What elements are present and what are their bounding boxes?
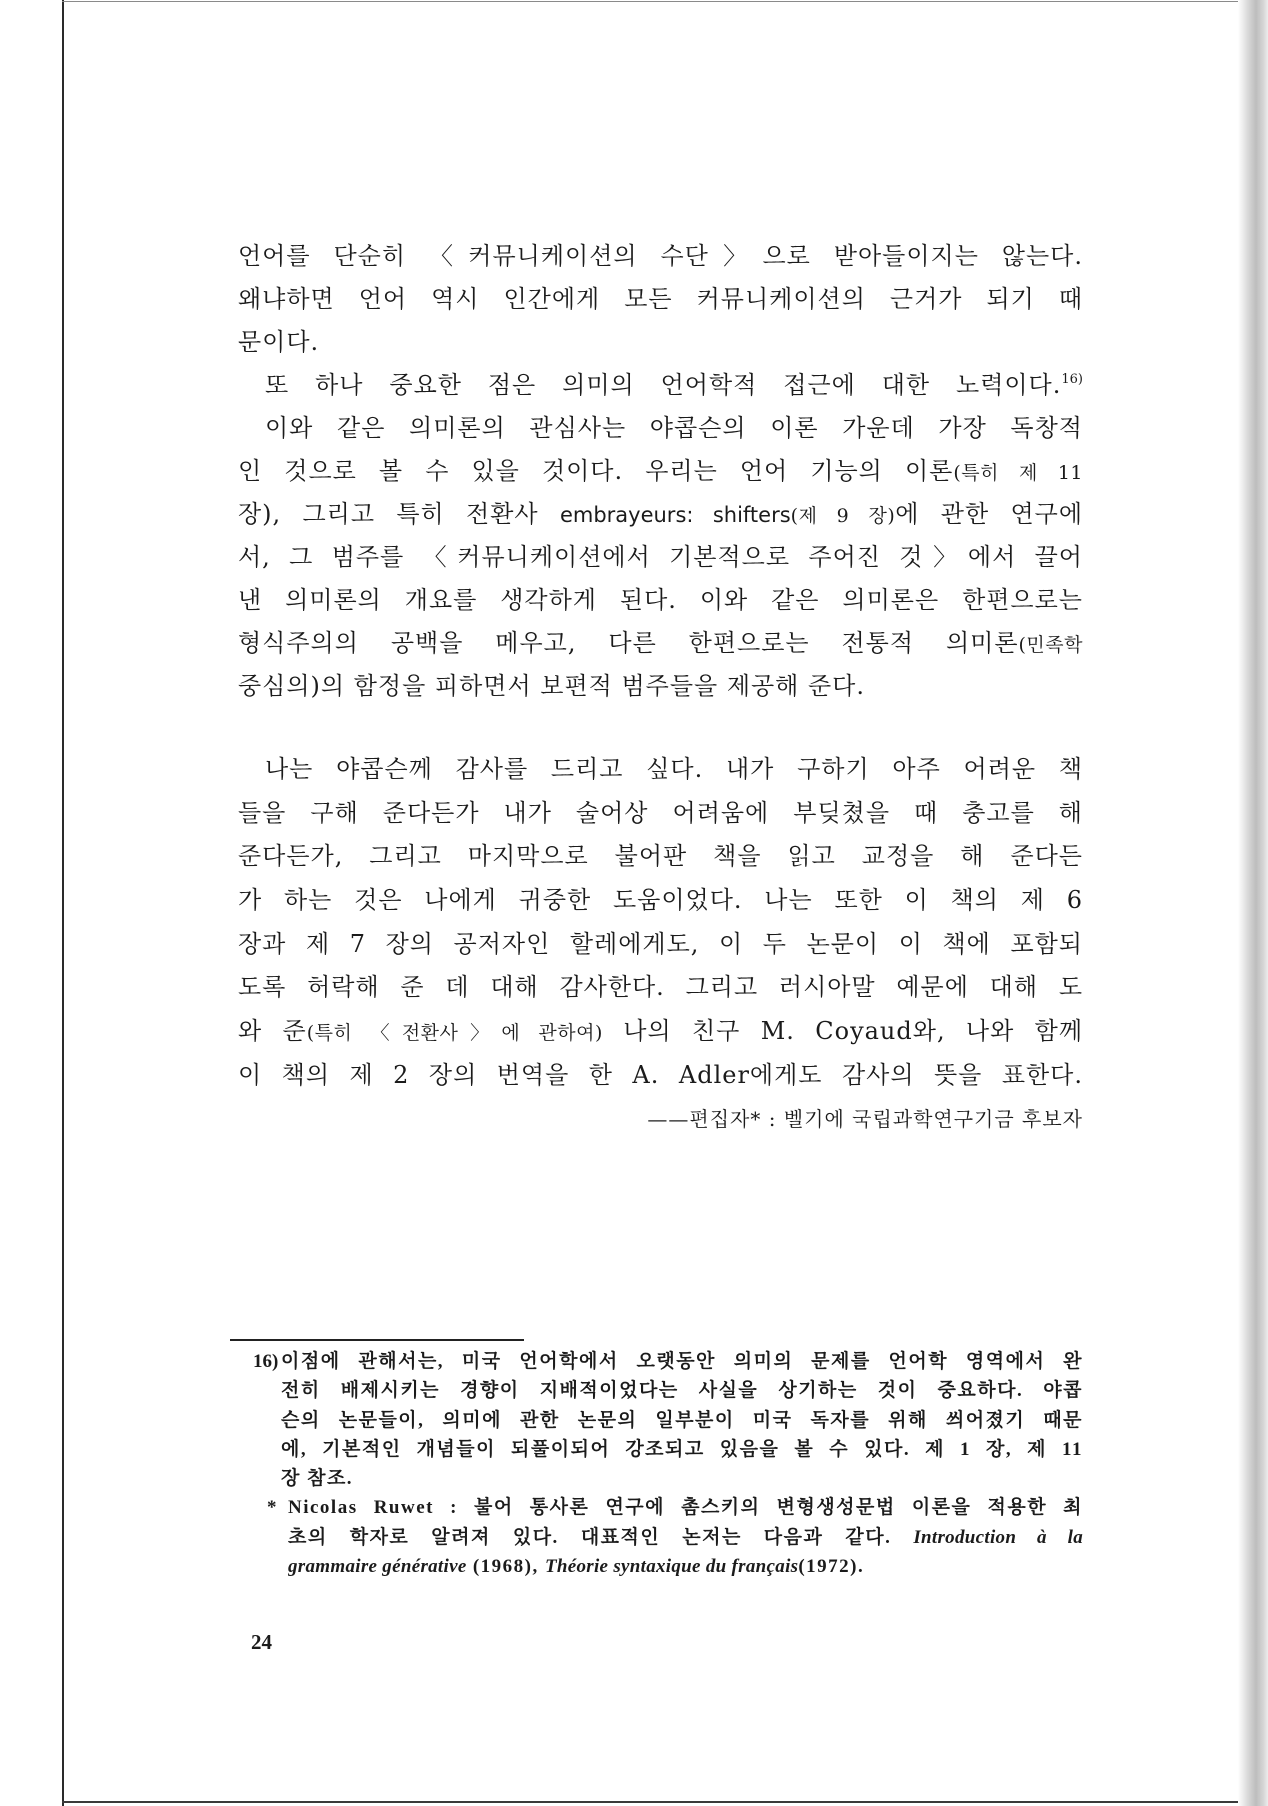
paragraph-continued bbox=[238, 235, 1083, 364]
text-line bbox=[238, 364, 1083, 407]
paragraph-acknowledgements bbox=[238, 748, 1083, 1098]
text-line: 언어를 단순히 〈커뮤니케이션의 수단〉으로 받아들이지는 않는다. bbox=[238, 242, 1083, 270]
term-segment: embrayeurs: shifters bbox=[559, 503, 791, 527]
footnote-line bbox=[288, 1552, 1083, 1581]
text-line: 이와 같은 의미론의 관심사는 야콥슨의 이론 가운데 가장 독창적 bbox=[265, 414, 1083, 442]
footnote-editor bbox=[253, 1493, 1083, 1581]
text-line: 나는 야콥슨께 감사를 드리고 싶다. 내가 구하기 아주 어려운 책 bbox=[265, 755, 1083, 783]
footnote-line: 에, 기본적인 개념들이 되풀이되어 강조되고 있음을 볼 수 있다. 제 1 장, 제 11 bbox=[281, 1438, 1083, 1460]
text-segment: 인 것으로 볼 수 있을 것이다. 우리는 언어 기능의 이론 bbox=[238, 457, 954, 485]
text-line: 낸 의미론의 개요를 생각하게 된다. 이와 같은 의미론은 한편으로는 bbox=[238, 586, 1083, 614]
footnote-rule bbox=[230, 1339, 524, 1341]
page-edge-top bbox=[62, 1, 1238, 2]
text-segment: 장), 그리고 특히 전환사 bbox=[238, 500, 560, 528]
book-title-segment: grammaire générative bbox=[288, 1556, 467, 1578]
page-edge-shadow bbox=[1238, 0, 1268, 1806]
text-segment: 와 준 bbox=[238, 1017, 307, 1046]
text-segment: 나의 친구 M. Coyaud와, 나와 함께 bbox=[602, 1017, 1083, 1046]
page-edge-bottom bbox=[62, 1801, 1238, 1803]
footnote-body bbox=[288, 1493, 1083, 1581]
parenthetical-segment: (민족학 bbox=[1018, 634, 1083, 656]
footnote-body bbox=[281, 1347, 1083, 1493]
footnote-marker: * bbox=[267, 1497, 277, 1519]
footnote-ref-16: 16) bbox=[1061, 372, 1083, 387]
text-line: 들을 구해 준다든가 내가 술어상 어려움에 부딪쳤을 때 충고를 해 bbox=[238, 798, 1083, 827]
footnote-line: Nicolas Ruwet : 불어 통사론 연구에 촘스키의 변형생성문법 이론을 적용한 최 bbox=[288, 1497, 1083, 1519]
text-line: 왜냐하면 언어 역시 인간에게 모든 커뮤니케이션의 근거가 되기 때 bbox=[238, 285, 1083, 313]
text-line: 도록 허락해 준 데 대해 감사한다. 그리고 러시아말 예문에 대해 도 bbox=[238, 973, 1083, 1002]
text-segment: 초의 학자로 알려져 있다. 대표적인 논저는 다음과 같다. bbox=[288, 1526, 914, 1548]
editor-attribution: ——편집자* : 벨기에 국립과학연구기금 후보자 bbox=[647, 1106, 1083, 1131]
footnotes bbox=[253, 1347, 1083, 1581]
book-title-segment: Introduction à la bbox=[913, 1526, 1083, 1548]
footnote-line: 장 참조. bbox=[281, 1468, 354, 1490]
parenthetical-segment: (제 9 장) bbox=[790, 505, 896, 527]
text-segment: 또 하나 중요한 점은 의미의 언어학적 접근에 대한 노력이다. bbox=[265, 371, 1062, 399]
footnote-marker: 16) bbox=[253, 1351, 279, 1372]
text-line bbox=[238, 1010, 1083, 1054]
parenthetical-segment: (특히 제 11 bbox=[953, 462, 1083, 484]
footnote-line bbox=[288, 1523, 1083, 1552]
footnote-16 bbox=[253, 1347, 1083, 1493]
body-text bbox=[238, 235, 1083, 1141]
text-segment: (1972). bbox=[798, 1556, 865, 1578]
text-line: 장과 제 7 장의 공저자인 할레에게도, 이 두 논문이 이 책에 포함되 bbox=[238, 929, 1083, 958]
text-line bbox=[238, 622, 1083, 665]
footnote-line: 이점에 관해서는, 미국 언어학에서 오랫동안 의미의 문제를 언어학 영역에서 완 bbox=[281, 1351, 1083, 1372]
text-line bbox=[238, 450, 1083, 493]
footnote-line: 슨의 논문들이, 의미에 관한 논문의 일부분이 미국 독자를 위해 씌어졌기 때문 bbox=[281, 1409, 1083, 1431]
text-line bbox=[238, 493, 1083, 536]
book-title-segment: Théorie syntaxique du français bbox=[544, 1556, 799, 1578]
paragraph-spacer bbox=[238, 708, 1083, 748]
page-number: 24 bbox=[251, 1630, 272, 1654]
text-segment: (1968), bbox=[466, 1556, 545, 1578]
text-line: 이 책의 제 2 장의 번역을 한 A. Adler에게도 감사의 뜻을 표한다. bbox=[238, 1060, 1083, 1089]
text-line: 준다든가, 그리고 마지막으로 불어판 책을 읽고 교정을 해 준다든 bbox=[238, 842, 1083, 871]
page-edge-left bbox=[62, 0, 64, 1806]
text-segment: 형식주의의 공백을 메우고, 다른 한편으로는 전통적 의미론 bbox=[238, 629, 1019, 657]
text-line: 중심의)의 함정을 피하면서 보편적 범주들을 제공해 준다. bbox=[238, 672, 865, 700]
text-line: 가 하는 것은 나에게 귀중한 도움이었다. 나는 또한 이 책의 제 6 bbox=[238, 886, 1083, 915]
text-line: 서, 그 범주를 〈커뮤니케이션에서 기본적으로 주어진 것〉에서 끌어 bbox=[238, 543, 1083, 571]
paragraph-semantic-approach bbox=[238, 364, 1083, 407]
footnote-line: 전히 배제시키는 경향이 지배적이었다는 사실을 상기하는 것이 중요하다. 야콥 bbox=[281, 1380, 1083, 1402]
text-line: 문이다. bbox=[238, 328, 320, 356]
parenthetical-segment: (특히 〈전환사〉에 관하여) bbox=[306, 1022, 603, 1045]
paragraph-semantics bbox=[238, 407, 1083, 708]
text-segment: 에 관한 연구에 bbox=[895, 500, 1083, 528]
